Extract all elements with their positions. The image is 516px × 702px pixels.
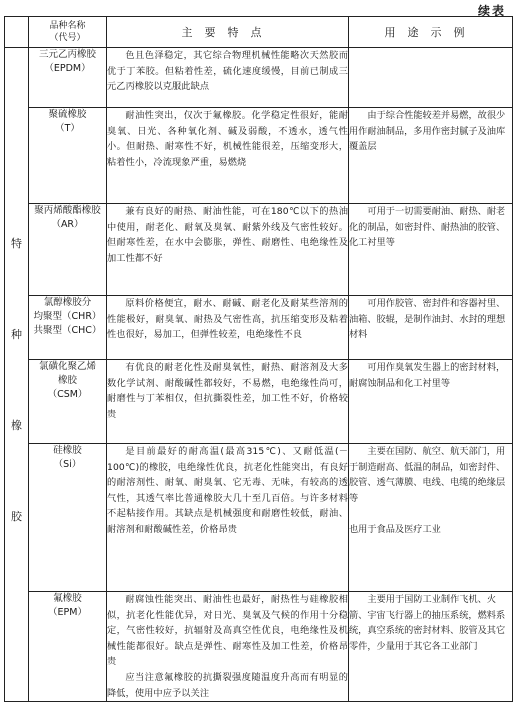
uses-text: 可用作臭氧发生器上的密封材料，耐腐蚀制品和化工衬里等: [349, 362, 506, 389]
rubber-name-line: 氯醇橡胶分: [43, 297, 92, 308]
uses-cell: [349, 296, 513, 360]
rubber-name-cell: [29, 108, 107, 204]
features-text: 原料价格便宜，耐水、耐碱、耐老化及耐某些溶剂的性能极好，耐臭氧、耐热及气密性高，抗压缩变形及粘着性也很好，易加工，但弹性较差，电绝缘性不良: [107, 298, 348, 341]
table-row: [5, 296, 513, 360]
rubber-name-line: （CSM）: [47, 389, 88, 400]
continued-label: 续表: [477, 4, 506, 18]
rubber-name-line: （EPM）: [48, 607, 87, 618]
features-cell: [107, 444, 349, 592]
rubber-name-line: 共聚型（CHC）: [33, 325, 102, 336]
features-text: 兼有良好的耐热、耐油性能，可在180℃以下的热油中使用，耐老化、耐氧及臭氧、耐紫外线及气密性较好。但耐寒性差，在水中会膨胀，弹性、耐磨性、电绝缘性及加工性都不好: [107, 206, 348, 264]
table-row: [5, 592, 513, 702]
features-text: 耐油性突出，仅次于氟橡胶。化学稳定性很好，能耐臭氧、日光、各种氧化剂、碱及弱酸，不透水，透气性小。但耐热、耐寒性不好，机械性能很差，压缩变形大，粘着性小，冷流现象严重，易燃烧: [107, 110, 348, 168]
rubber-name-line: （T）: [55, 123, 80, 134]
header-name-line2: （代号）: [49, 33, 86, 43]
rubber-name-line: 均聚型（CHR）: [33, 311, 102, 322]
uses-text: 由于综合性能较差并易燃，故很少用作耐油制品，多用作密封腻子及油库覆盖层: [349, 110, 506, 153]
features-text: 耐腐蚀性能突出、耐油性也最好，耐热性与硅橡胶相似，抗老化性能优异，对日光、臭氧及气候的作用十分稳定，气密性较好，抗辐射及高真空性优良，电绝缘性及机械性能都很好。缺点是弹性、耐寒性及加工性差，价格昂贵: [107, 594, 348, 668]
features-text: 有优良的耐老化性及耐臭氧性，耐热、耐溶剂及大多数化学试剂、耐酸碱性都较好，不易燃，电绝缘性尚可，耐磨性与丁苯相仅，但抗撕裂性差，加工性不好，价格较贵: [107, 362, 348, 420]
header-name: [29, 17, 107, 48]
rubber-name-cell: [29, 592, 107, 702]
features-cell: [107, 204, 349, 296]
category-char: 特: [11, 237, 22, 251]
rubber-name-line: （AR）: [51, 219, 84, 230]
features-cell: [107, 360, 349, 444]
uses-text: 主要用于国防工业制作飞机、火箭、宇宙飞行器上的抽压系统，燃料系统，真空系统的密封材料、胶管及其它零件，少量用于其它各工业部门: [349, 594, 506, 652]
rubber-name-cell: [29, 360, 107, 444]
rubber-name-line: 氯磺化聚乙烯: [38, 361, 96, 372]
header-features: 主要特点: [107, 17, 349, 48]
category-char: 橡: [11, 418, 22, 432]
features-cell: [107, 296, 349, 360]
rubber-name-line: 聚硫橡胶: [48, 109, 87, 120]
category-cell: [5, 48, 29, 702]
category-char: 种: [11, 328, 22, 342]
category-char: 胶: [11, 509, 22, 523]
uses-text: 可用于一切需要耐油、耐热、耐老化的制品，如密封件、耐热油的胶管、化工衬里等: [349, 206, 506, 249]
table-row: [5, 48, 513, 108]
uses-cell: [349, 48, 513, 108]
rubber-name-line: （Si）: [53, 459, 82, 470]
features-text: 是目前最好的耐高温(最高315℃)、又耐低温(－100℃)的橡胶，电绝缘性优良，抗老化性能突出，有良好的耐溶剂性、耐氧、耐臭氧、它无毒、无味，有较高的透气性，其透气率比普通橡胶大几十至几百倍。与许多材料不起粘接作用。其缺点是机械强度和耐磨性较低，耐油、耐溶剂和耐酸碱性差，价格昂贵: [107, 446, 348, 535]
header-name-line1: 品种名称: [49, 21, 86, 31]
rubber-name-line: 氟橡胶: [53, 593, 82, 604]
uses-cell: [349, 204, 513, 296]
uses-cell: [349, 108, 513, 204]
rubber-name-line: 橡胶: [57, 375, 77, 386]
uses-text: 可用作胶管、密封件和容器衬里、油箱、胶辊，是制作油封、水封的理想材料: [349, 298, 506, 341]
table-row: [5, 204, 513, 296]
table-row: [5, 444, 513, 592]
uses-cell: [349, 360, 513, 444]
table-header-row: [5, 17, 513, 48]
uses-cell: [349, 444, 513, 592]
features-cell: [107, 592, 349, 702]
features-text: 色且色泽稳定，其它综合物理机械性能略次天然胶而优于丁苯胶。但粘着性差，硫化速度缓慢，目前已制成三元乙丙橡胶以克服此缺点: [107, 50, 348, 93]
rubber-name-cell: [29, 48, 107, 108]
rubber-name-line: 聚丙烯酸酯橡胶: [34, 205, 101, 216]
features-text: 应当注意氟橡胶的抗撕裂强度随温度升高而有明显的降低，使用中应予以关注: [107, 671, 348, 699]
rubber-name-line: 三元乙丙橡胶: [38, 49, 96, 60]
rubber-name-line: （EPDM）: [44, 63, 91, 74]
rubber-name-cell: [29, 204, 107, 296]
table-row: [5, 108, 513, 204]
uses-cell: [349, 592, 513, 702]
rubber-name-line: 硅橡胶: [53, 445, 82, 456]
header-uses: 用途示例: [349, 17, 513, 48]
rubber-types-table: [4, 16, 513, 702]
features-cell: [107, 48, 349, 108]
rubber-name-cell: [29, 296, 107, 360]
uses-text: 主要在国防、航空、航天部门，用于制造耐高、低温的制品，如密封件、胶管、透气薄膜、电线、电缆的绝缘层等 也用于食品及医疗工业: [349, 446, 506, 535]
header-category-blank: [5, 17, 29, 48]
features-cell: [107, 108, 349, 204]
rubber-name-cell: [29, 444, 107, 592]
table-row: [5, 360, 513, 444]
